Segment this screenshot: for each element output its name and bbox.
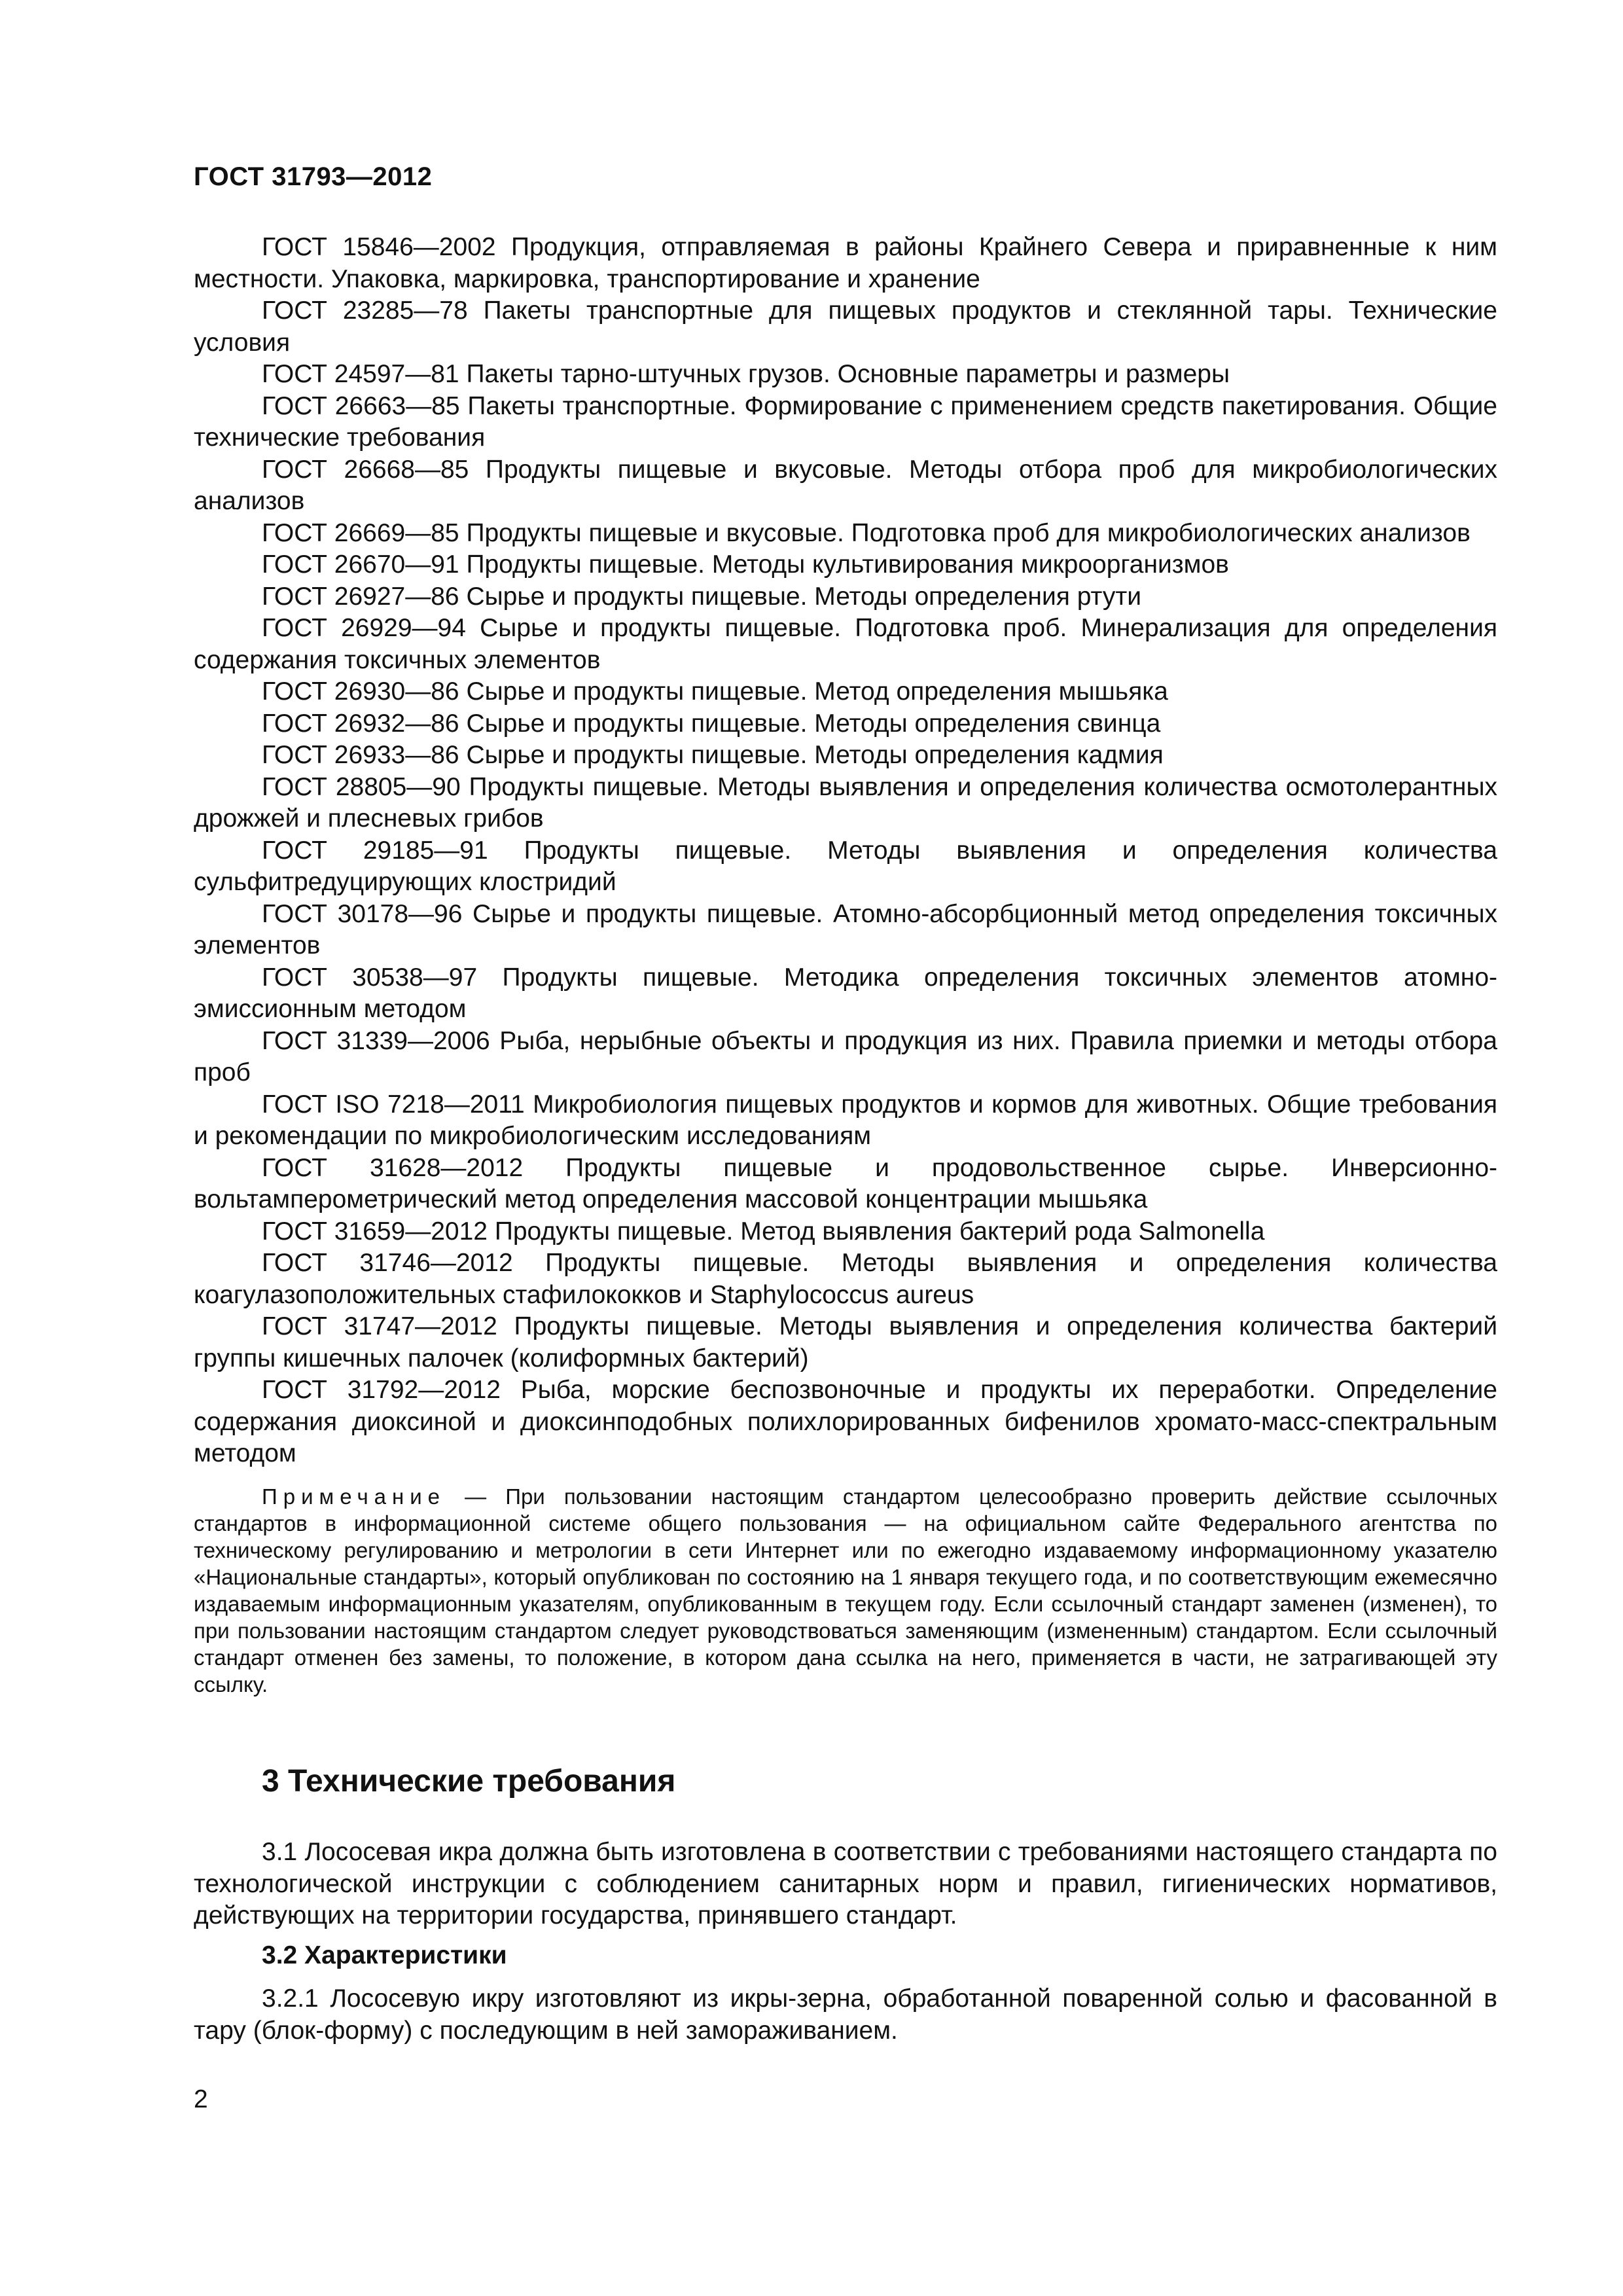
reference-item: ГОСТ 30178—96 Сырье и продукты пищевые. Атомно-абсорбционный метод определения токсичных элементов <box>194 899 1497 960</box>
note-paragraph <box>194 1483 1497 1698</box>
reference-item: ГОСТ 26930—86 Сырье и продукты пищевые. Метод определения мышьяка <box>262 677 1168 706</box>
reference-item: ГОСТ 26663—85 Пакеты транспортные. Формирование с применением средств пакетирования. Общие технические требования <box>194 391 1497 452</box>
reference-item: ГОСТ 26927—86 Сырье и продукты пищевые. Методы определения ртути <box>262 582 1141 611</box>
reference-item: ГОСТ 26670—91 Продукты пищевые. Методы культивирования микроорганизмов <box>262 550 1229 579</box>
reference-item: ГОСТ 15846—2002 Продукция, отправляемая в районы Крайнего Севера и приравненные к ним местности. Упаковка, маркировка, транспортирование и хранение <box>194 233 1497 293</box>
reference-item: ГОСТ ISO 7218—2011 Микробиология пищевых продуктов и кормов для животных. Общие требования и рекомендации по микробиологическим исследованиям <box>194 1090 1497 1150</box>
note-text: — При пользовании настоящим стандартом целесообразно проверить действие ссылочных стандартов в информационной системе общего пользования — на официальном сайте Федерального агентства по техническому регулированию и метрологии в сети Интернет или по ежегодно издаваемому информационному указателю «Национальные стандарты», который опубликован по состоянию на 1 января текущего года, и по соответствующим ежемесячно издаваемым информационным указателям, опубликованным в текущем году. Если ссылочный стандарт заменен (изменен), то при пользовании настоящим стандартом следует руководствоваться заменяющим (измененным) стандартом. Если ссылочный стандарт отменен без замены, то положение, в котором дана ссылка на него, применяется в части, не затрагивающей эту ссылку. <box>194 1484 1497 1696</box>
section-3-2-heading: 3.2 Характеристики <box>262 1941 507 1969</box>
section-3-1-block <box>194 1837 1497 1932</box>
reference-item: ГОСТ 26668—85 Продукты пищевые и вкусовые. Методы отбора проб для микробиологических анализов <box>194 455 1497 515</box>
reference-item: ГОСТ 26929—94 Сырье и продукты пищевые. Подготовка проб. Минерализация для определения содержания токсичных элементов <box>194 614 1497 674</box>
reference-item: ГОСТ 31339—2006 Рыба, нерыбные объекты и продукция из них. Правила приемки и методы отбора проб <box>194 1026 1497 1086</box>
reference-item: ГОСТ 30538—97 Продукты пищевые. Методика определения токсичных элементов атомно-эмиссионным методом <box>194 963 1497 1023</box>
reference-item: ГОСТ 31747—2012 Продукты пищевые. Методы выявления и определения количества бактерий группы кишечных палочек (колиформных бактерий) <box>194 1312 1497 1372</box>
section-3-heading: 3 Технические требования <box>262 1764 676 1799</box>
reference-item: ГОСТ 31628—2012 Продукты пищевые и продовольственное сырье. Инверсионно-вольтамперометрический метод определения массовой концентрации мышьяка <box>194 1153 1497 1213</box>
reference-item: ГОСТ 29185—91 Продукты пищевые. Методы выявления и определения количества сульфитредуцирующих клостридий <box>194 836 1497 896</box>
reference-item: ГОСТ 28805—90 Продукты пищевые. Методы выявления и определения количества осмотолерантных дрожжей и плесневых грибов <box>194 772 1497 833</box>
page-number: 2 <box>194 2085 208 2113</box>
reference-item: ГОСТ 26933—86 Сырье и продукты пищевые. Методы определения кадмия <box>262 741 1164 769</box>
normative-references-list <box>194 232 1497 1470</box>
reference-item: ГОСТ 31792—2012 Рыба, морские беспозвоночные и продукты их переработки. Определение содержания диоксиной и диоксинподобных полихлорированных бифенилов хромато-масс-спектральным методом <box>194 1376 1497 1467</box>
reference-item: ГОСТ 31746—2012 Продукты пищевые. Методы выявления и определения количества коагулазоположительных стафилококков и Staphylococcus aureus <box>194 1249 1497 1309</box>
reference-item: ГОСТ 26669—85 Продукты пищевые и вкусовые. Подготовка проб для микробиологических анализов <box>262 518 1471 547</box>
paragraph-3-2-1: 3.2.1 Лососевую икру изготовляют из икры-зерна, обработанной поваренной солью и фасованной в тару (блок-форму) с последующим в ней замораживанием. <box>194 1984 1497 2045</box>
reference-item: ГОСТ 24597—81 Пакеты тарно-штучных грузов. Основные параметры и размеры <box>262 360 1230 388</box>
document-header: ГОСТ 31793—2012 <box>194 162 433 191</box>
reference-item: ГОСТ 26932—86 Сырье и продукты пищевые. Методы определения свинца <box>262 709 1161 738</box>
reference-item: ГОСТ 31659—2012 Продукты пищевые. Метод выявления бактерий рода Salmonella <box>262 1217 1265 1246</box>
paragraph-3-1: 3.1 Лососевая икра должна быть изготовлена в соответствии с требованиями настоящего стандарта по технологической инструкции с соблюдением санитарных норм и правил, гигиенических нормативов, действующих на территории государства, принявшего стандарт. <box>194 1838 1497 1929</box>
reference-item: ГОСТ 23285—78 Пакеты транспортные для пищевых продуктов и стеклянной тары. Технические условия <box>194 296 1497 357</box>
section-3-2-1-block <box>194 1983 1497 2047</box>
note-label: Примечание <box>262 1484 446 1509</box>
